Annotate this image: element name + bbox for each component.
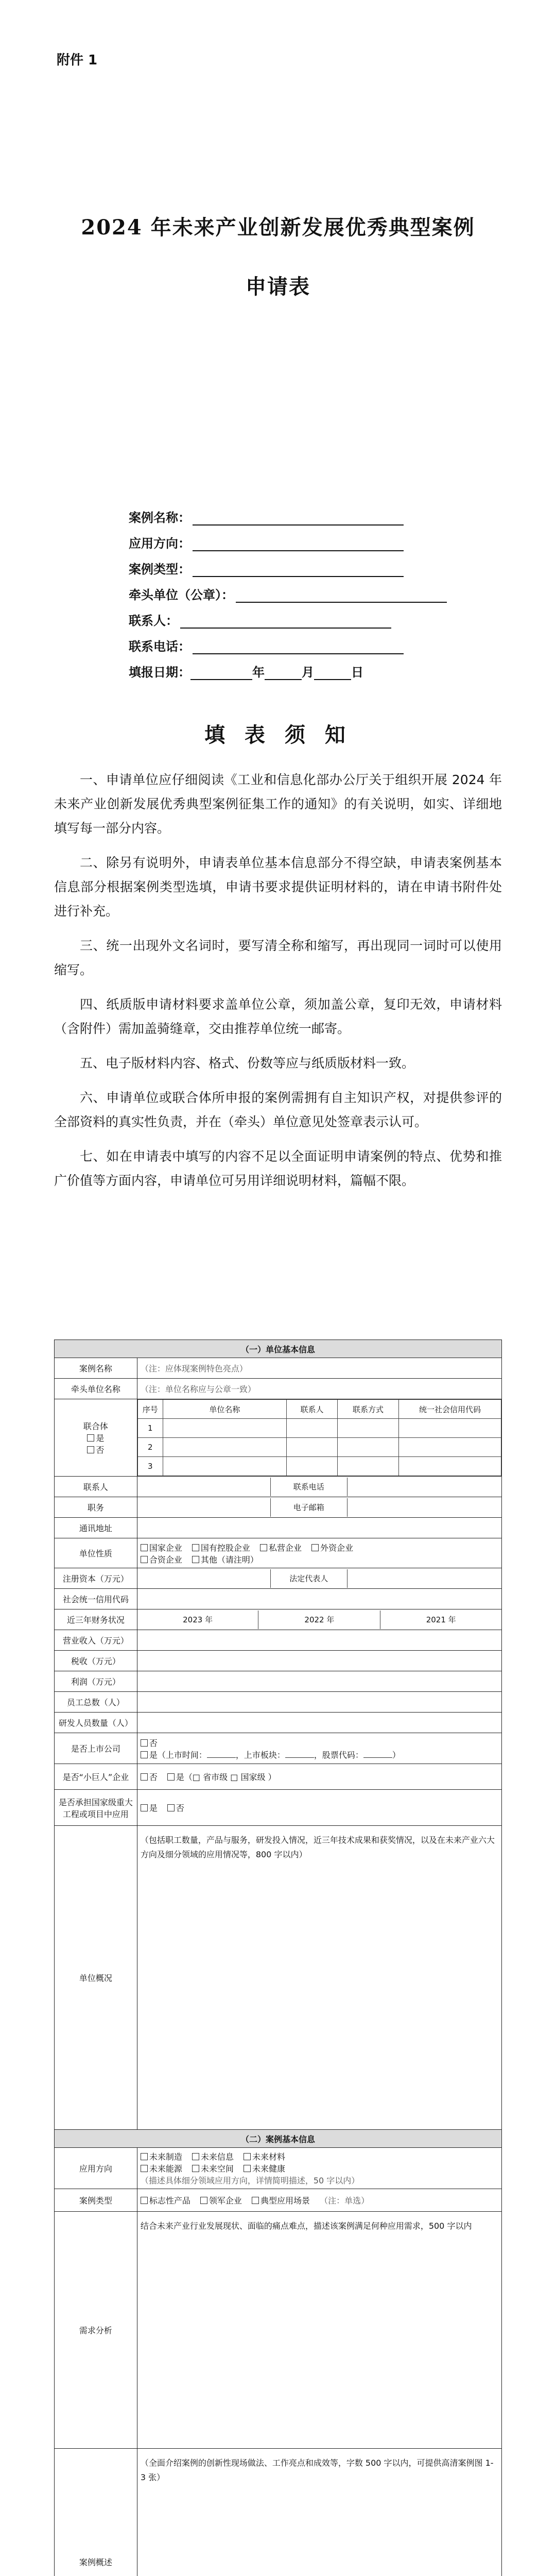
rd-staff-label: 研发人员数量（人） [55, 1713, 137, 1733]
demand-analysis-input[interactable]: 结合未来产业行业发展现状、面临的痛点难点，描述该案例满足何种应用需求，500 字以内 [137, 2212, 501, 2449]
lead-unit-label: 牵头单位名称 [55, 1379, 137, 1399]
major-project-options[interactable]: 是 否 [137, 1790, 501, 1826]
notice-body [54, 768, 502, 1203]
little-giant-label: 是否“小巨人”企业 [55, 1764, 137, 1790]
case-type-field[interactable]: 案例类型： [129, 551, 463, 577]
position-label: 职务 [55, 1497, 137, 1518]
revenue-label: 营业收入（万元） [55, 1630, 137, 1651]
rd-staff-input[interactable] [137, 1713, 501, 1733]
notice-title: 填 表 须 知 [204, 723, 352, 747]
tax-input[interactable] [137, 1651, 501, 1671]
case-type-label: 案例类型 [55, 2189, 137, 2212]
listed-label: 是否上市公司 [55, 1733, 137, 1764]
reg-capital-label: 注册资本（万元） [55, 1568, 137, 1589]
employees-input[interactable] [137, 1692, 501, 1713]
legal-rep-input[interactable] [347, 1569, 501, 1588]
lead-unit-field[interactable]: 牵头单位（公章）： [129, 577, 463, 603]
contact-input[interactable] [137, 1478, 271, 1496]
unit-overview-label: 单位概况 [55, 1826, 137, 2130]
unit-overview-input[interactable]: （包括职工数量，产品与服务，研发投入情况，近三年技术成果和获奖情况，以及在未来产业六大方向及细分领域的应用情况等，800 字以内） [137, 1826, 501, 2130]
profit-input[interactable] [137, 1671, 501, 1692]
address-label: 通讯地址 [55, 1518, 137, 1538]
section-case-info: （二）案例基本信息 [55, 2130, 502, 2148]
little-giant-options[interactable]: 否 是（□ 省市级 □ 国家级 ） [137, 1764, 501, 1790]
notice-paragraph: 三、统一出现外文名词时，要写清全称和缩写，再出现同一词时可以使用缩写。 [54, 938, 502, 977]
app-direction-options[interactable]: 未来制造 未来信息 未来材料 未来能源 未来空间 未来健康 （描述具体细分领域应用方向，详情简明描述，50 字以内） [137, 2148, 501, 2189]
lead-unit-input[interactable]: （注：单位名称应与公章一致） [137, 1379, 501, 1399]
contact-phone-input[interactable] [347, 1478, 501, 1496]
phone-field[interactable]: 联系电话： [129, 629, 463, 654]
contact-label: 联系人 [55, 1477, 137, 1497]
member-row[interactable]: 1 [137, 1419, 501, 1438]
annex-label: 附件 1 [57, 53, 98, 68]
consortium-yes-checkbox[interactable] [87, 1434, 94, 1442]
tax-label: 税收（万元） [55, 1651, 137, 1671]
position-input[interactable] [137, 1498, 271, 1517]
member-row[interactable]: 3 [137, 1457, 501, 1476]
case-type-options[interactable]: 标志性产品 领军企业 典型应用场景 （注：单选） [137, 2189, 501, 2212]
reg-capital-input[interactable] [137, 1569, 271, 1588]
notice-paragraph: 七、如在申请表中填写的内容不足以全面证明申请案例的特点、优势和推广价值等方面内容，申请单位可另用详细说明材料，篇幅不限。 [54, 1149, 502, 1188]
case-name-label: 案例名称 [55, 1358, 137, 1379]
case-name-input[interactable]: （注：应体现案例特色亮点） [137, 1358, 501, 1379]
demand-analysis-label: 需求分析 [55, 2212, 137, 2449]
member-row[interactable]: 2 [137, 1438, 501, 1457]
cover-subtitle: 申请表 [246, 275, 310, 299]
notice-paragraph: 二、除另有说明外，申请表单位基本信息部分不得空缺，申请表案例基本信息部分根据案例类型选填，申请书要求提供证明材料的，请在申请书附件处进行补充。 [54, 855, 502, 919]
profit-label: 利润（万元） [55, 1671, 137, 1692]
app-direction-label: 应用方向 [55, 2148, 137, 2189]
consortium-no-checkbox[interactable] [87, 1446, 94, 1453]
case-overview-label: 案例概述 [55, 2449, 137, 2576]
consortium-label: 联合体 是 否 [55, 1399, 137, 1477]
fill-date-field[interactable]: 填报日期： 年 月 日 [129, 665, 363, 680]
consortium-member-table: 序号 单位名称 联系人 联系方式 统一社会信用代码 1 2 3 [137, 1399, 501, 1476]
section-unit-info: （一）单位基本信息 [55, 1340, 502, 1358]
cover-title: 2024 年未来产业创新发展优秀典型案例 [81, 215, 475, 240]
case-name-field[interactable]: 案例名称： [129, 500, 463, 526]
email-input[interactable] [347, 1498, 501, 1517]
app-direction-field[interactable]: 应用方向： [129, 526, 463, 551]
notice-paragraph: 一、申请单位应仔细阅读《工业和信息化部办公厅关于组织开展 2024 年未来产业创新发展优秀典型案例征集工作的通知》的有关说明，如实、详细地填写每一部分内容。 [54, 772, 502, 836]
cover-fields [129, 500, 463, 680]
major-project-label: 是否承担国家级重大工程或项目中应用 [55, 1790, 137, 1826]
revenue-input[interactable] [137, 1630, 501, 1651]
contact-field[interactable]: 联系人： [129, 603, 463, 629]
listed-options[interactable]: 否 是（上市时间： ，上市板块： ，股票代码： ） [137, 1733, 501, 1764]
unit-nature-options[interactable]: 国家企业 国有控股企业 私营企业 外资企业 合资企业 其他（请注明） [137, 1538, 501, 1568]
case-overview-input[interactable]: （全面介绍案例的创新性现场做法、工作亮点和成效等，字数 500 字以内，可提供高清案例图 1-3 张） [137, 2449, 501, 2576]
unit-nature-label: 单位性质 [55, 1538, 137, 1568]
employees-label: 员工总数（人） [55, 1692, 137, 1713]
address-input[interactable] [137, 1518, 501, 1538]
credit-code-input[interactable] [137, 1589, 501, 1609]
application-table: （一）单位基本信息 案例名称 （注：应体现案例特色亮点） 牵头单位名称 （注：单位名称应与公章一致） 联合体 是 否 序号 单位名称 联系人 联系方式 统一社会信用代码 1 2 3 联系人 联系电话 职务 电子邮箱 通讯地址 单位性质 国家企业 国有控股企业 私营企业 外资企业 合资企业 其他（请注明） 注册资本（万元） 法定代表人 社会统一信用代码 近三年财务状况 2023 年 2022 年 2021 年 营业收入（万元） 税收（万元） 利润（万元） 员工总数（人） 研发人员数量（人） 是否上市公司 否 是（上市时间： ，上市板块： ，股票代码： ） 是否“小巨人”企业 否 是（□ 省市级 □ 国家级 ） 是否承担国家级重大工程或项目中应用 是 否 单位概况 （包括职工数量，产品与服务，研发投入情况，近三年技术成果和获奖情况，以及在未来产业六大方向及细分领域的应用情况等，800 字以内） （二）案例基本信息 应用方向 未来制造 未来信息 未来材料 未来能源 未来空间 未来健康 （描述具体细分领域应用方向，详情简明描述，50 字以内） 案例类型 标志性产品 领军企业 典型应用场景 （注：单选） 需求分析 结合未来产业行业发展现状、面临的痛点难点，描述该案例满足何种应用需求，500 字以内 案例概述 （全面介绍案例的创新性现场做法、工作亮点和成效等，字数 500 字以内，可提供高清案例图 1-3 张） [54, 1340, 502, 2576]
notice-paragraph: 六、申请单位或联合体所申报的案例需拥有自主知识产权，对提供参评的全部资料的真实性负责，并在（牵头）单位意见处签章表示认可。 [54, 1090, 502, 1129]
notice-paragraph: 五、电子版材料内容、格式、份数等应与纸质版材料一致。 [80, 1056, 415, 1071]
credit-code-label: 社会统一信用代码 [55, 1589, 137, 1609]
notice-paragraph: 四、纸质版申请材料要求盖单位公章，须加盖公章，复印无效，申请材料（含附件）需加盖骑缝章，交由推荐单位统一邮寄。 [54, 997, 502, 1036]
finance-label: 近三年财务状况 [55, 1609, 137, 1630]
